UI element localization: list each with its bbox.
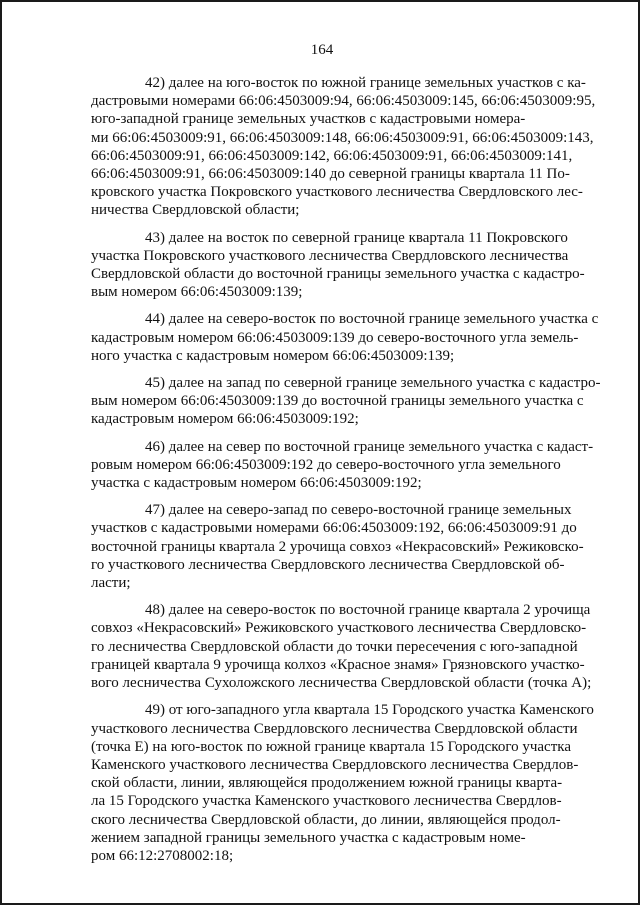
document-body [91,74,601,874]
paragraph-44: 44) далее на северо-восток по восточной границе земельного участка с кадастровым номером 66:06:4503009:139 до северо-восточного угла земель- ного участка с кадастровым номером 66:06:4503009:139; [91,311,599,364]
paragraph-42: 42) далее на юго-восток по южной границе земельных участков с ка- дастровыми номерами 66:06:4503009:94, 66:06:4503009:145, 66:06:4503009:95, юго-западной границе земельных участков с кадастровыми номера- ми 66:06:4503009:91, 66:06:4503009:148, 66:06:4503009:91, 66:06:4503009:143, 66:06:4503009:91, 66:06:4503009:142, 66:06:4503009:91, 66:06:4503009:141, 66:06:4503009:91, 66:06:4503009:140 до северной границы квартала 11 По- кровского участка Покровского участкового лесничества Свердловского лес- ничества Свердловской области; [91,75,596,219]
paragraph-43: 43) далее на восток по северной границе квартала 11 Покровского участка Покровского участкового лесничества Свердловского лесничества Свердловской области до восточной границы земельного участка с кадастро- вым номером 66:06:4503009:139; [91,229,585,301]
paragraph-45: 45) далее на запад по северной границе земельного участка с кадастро- вым номером 66:06:4503009:139 до восточной границы земельного участка с кадастровым номером 66:06:4503009:192; [91,375,601,428]
page-number: 164 [310,42,334,58]
paragraph-46: 46) далее на север по восточной границе земельного участка с кадаст- ровым номером 66:06:4503009:192 до северо-восточного угла земельного участка с кадастровым номером 66:06:4503009:192; [91,438,594,492]
paragraph-49: 49) от юго-западного угла квартала 15 Городского участка Каменского участкового лесничества Свердловского лесничества Свердловской области (точка Е) на юго-восток по южной границе квартала 15 Городского участка Каменского участкового лесничества Свердловского лесничества Свердлов- ской области, линии, являющейся продолжением южной границы кварта- ла 15 Городского участка Каменского участкового лесничества Свердлов- ского лесничества Свердловской области, до линии, являющейся продол- жением западной границы земельного участка с кадастровым номе- ром 66:12:2708002:18; [91,702,594,864]
paragraph-48: 48) далее на северо-восток по восточной границе квартала 2 урочища совхоз «Некрасовский» Режиковского участкового лесничества Свердловско- го лесничества Свердловской области до точки пересечения с юго-западной границей квартала 9 урочища колхоз «Красное знамя» Грязновского участко- вого лесничества Сухоложского лесничества Свердловской области (точка А); [91,602,592,692]
paragraph-47: 47) далее на северо-запад по северо-восточной границе земельных участков с кадастровыми номерами 66:06:4503009:192, 66:06:4503009:91 до восточной границы квартала 2 урочища совхоз «Некрасовский» Режиковско- го участкового лесничества Свердловского лесничества Свердловской об- ласти; [91,502,584,592]
